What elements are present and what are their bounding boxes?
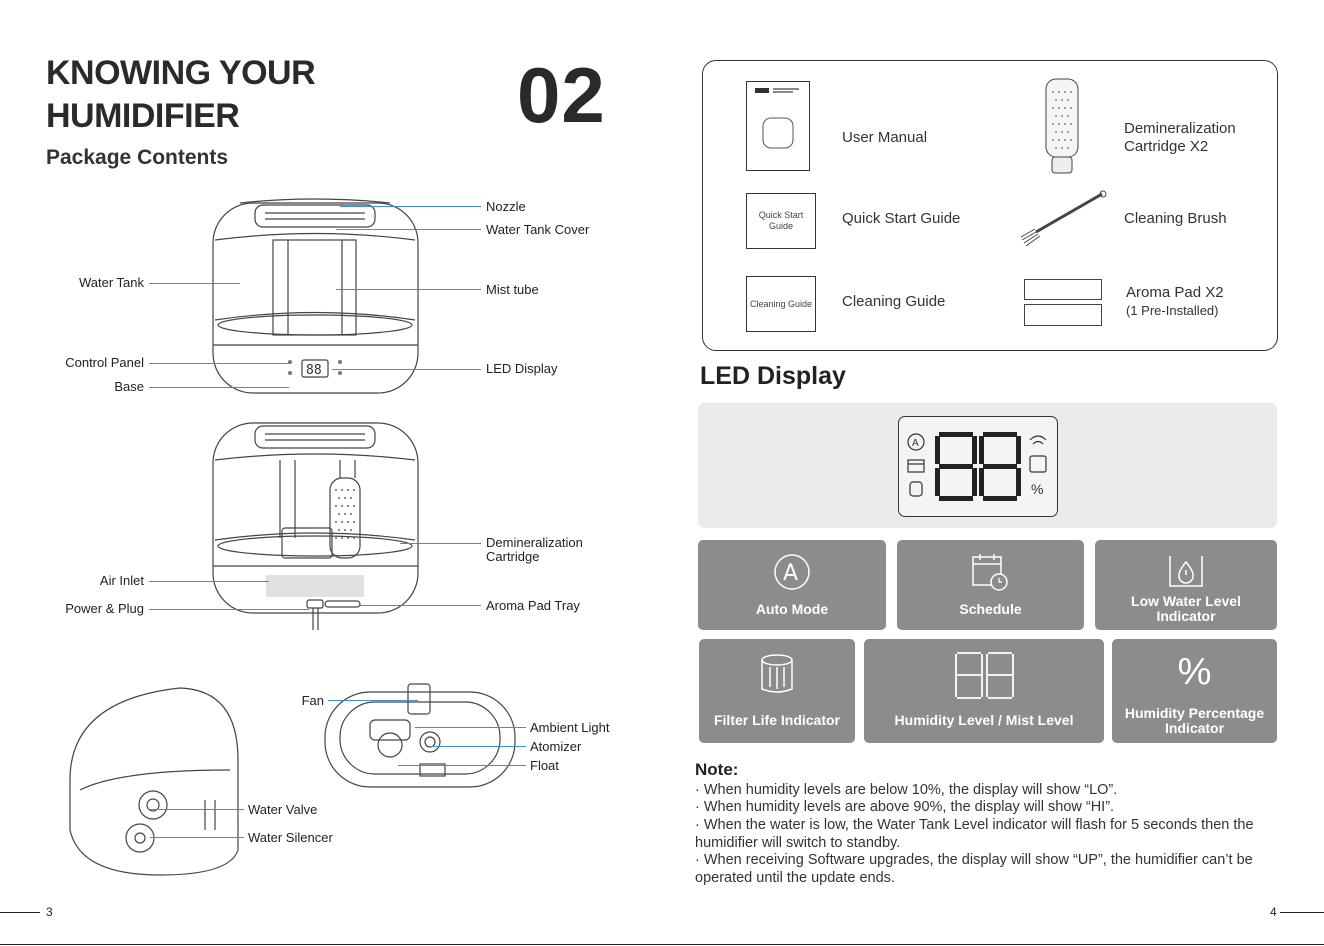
- percent-icon: %: [1177, 651, 1212, 693]
- water-silencer-leader: [150, 837, 244, 838]
- label-demineralization-cartridge: Demineralization Cartridge: [486, 535, 583, 564]
- section-number: 02: [517, 51, 606, 139]
- page-title: KNOWING YOUR HUMIDIFIER: [46, 54, 316, 135]
- label-control-panel: Control Panel: [65, 355, 144, 370]
- led-display-icons: [904, 428, 1050, 504]
- led-display-heading: LED Display: [700, 362, 846, 390]
- bottom-rule: [0, 944, 1324, 945]
- cleaning-guide-label: Cleaning Guide: [842, 293, 946, 310]
- air-inlet-leader: [149, 581, 269, 582]
- svg-text:A: A: [912, 438, 919, 449]
- package-contents-heading: Package Contents: [46, 146, 229, 169]
- base-top-illustration: [320, 680, 520, 790]
- label-float: Float: [530, 758, 559, 773]
- note-item: · When humidity levels are below 10%, the display will show “LO”.: [695, 782, 1118, 798]
- label-ambient-light: Ambient Light: [530, 720, 610, 735]
- label-water-silencer: Water Silencer: [248, 830, 333, 845]
- schedule-icon: [971, 552, 1011, 592]
- note-item: · When humidity levels are above 90%, the display will show “HI”.: [695, 799, 1115, 815]
- cleaning-guide-thumbnail: Cleaning Guide: [746, 276, 816, 332]
- tile-schedule: Schedule: [897, 540, 1084, 630]
- label-fan: Fan: [301, 693, 324, 708]
- tile-filter-life-indicator: Filter Life Indicator: [699, 639, 855, 743]
- nozzle-leader: [340, 206, 481, 207]
- tile-low-water-indicator: Low Water Level Indicator: [1095, 540, 1277, 630]
- aroma-pad-image-2: [1024, 304, 1102, 326]
- aroma-tray-leader: [360, 605, 481, 606]
- quick-start-thumbnail: Quick Start Guide: [746, 193, 816, 249]
- demineralization-label: Demineralization Cartridge X2: [1124, 120, 1236, 155]
- label-atomizer: Atomizer: [530, 739, 582, 754]
- page-number-left: 3: [46, 905, 53, 919]
- tile-humidity-mist-level: Humidity Level / Mist Level: [864, 639, 1104, 743]
- cleaning-brush-icon: [1018, 190, 1108, 250]
- cleaning-brush-label: Cleaning Brush: [1124, 210, 1227, 227]
- note-heading: Note:: [695, 760, 739, 779]
- user-manual-thumbnail: [746, 81, 810, 171]
- tile-auto-mode: A Auto Mode: [698, 540, 886, 630]
- base-leader: [149, 387, 289, 388]
- note-item: · When the water is low, the Water Tank Level indicator will flash for 5 seconds then the humidifier will switch to standby.: [695, 817, 1254, 851]
- page-number-right: 4: [1270, 905, 1277, 919]
- quick-start-label: Quick Start Guide: [842, 210, 961, 227]
- tile-humidity-percentage: % Humidity Percentage Indicator: [1112, 639, 1277, 743]
- control-panel-leader: [149, 363, 289, 364]
- label-base: Base: [114, 379, 144, 394]
- mist-tube-leader: [336, 289, 481, 290]
- aroma-pad-image-1: [1024, 279, 1102, 300]
- svg-text:%: %: [1031, 481, 1044, 497]
- label-air-inlet: Air Inlet: [99, 573, 144, 588]
- humidifier-front-illustration: [200, 195, 430, 405]
- label-water-tank-cover: Water Tank Cover: [486, 222, 590, 237]
- label-nozzle: Nozzle: [486, 199, 526, 214]
- tank-cover-leader: [336, 229, 481, 230]
- atomizer-leader: [430, 746, 526, 747]
- water-tank-leader: [149, 283, 240, 284]
- low-water-icon: [1166, 552, 1206, 592]
- svg-text:88: 88: [306, 363, 322, 378]
- label-water-tank: Water Tank: [78, 275, 144, 290]
- led-display-leader: [332, 369, 481, 370]
- humidifier-open-illustration: [200, 418, 430, 633]
- user-manual-label: User Manual: [842, 129, 928, 146]
- seven-segment-icon: [954, 651, 1016, 701]
- label-water-valve: Water Valve: [248, 802, 318, 817]
- auto-mode-icon: [772, 552, 812, 592]
- demin-leader: [400, 543, 481, 544]
- float-leader: [398, 765, 526, 766]
- ambient-light-leader: [415, 727, 526, 728]
- note-item: · When receiving Software upgrades, the display will show “UP”, the humidifier can’t be operated until the update ends.: [695, 852, 1253, 886]
- label-aroma-pad-tray: Aroma Pad Tray: [486, 598, 580, 613]
- label-power-plug: Power & Plug: [65, 601, 144, 616]
- filter-life-icon: [759, 653, 795, 697]
- demineralization-cartridge-image: [1044, 77, 1080, 175]
- footer-rule-right: [1280, 912, 1324, 913]
- aroma-pad-label: Aroma Pad X2 (1 Pre-Installed): [1126, 284, 1224, 318]
- label-mist-tube: Mist tube: [486, 282, 539, 297]
- svg-text:A: A: [783, 561, 799, 586]
- power-plug-leader: [149, 609, 309, 610]
- tank-bottom-illustration: [60, 680, 250, 880]
- water-valve-leader: [150, 809, 244, 810]
- footer-rule-left: [0, 912, 40, 913]
- label-led-display: LED Display: [486, 361, 558, 376]
- fan-leader: [328, 700, 418, 701]
